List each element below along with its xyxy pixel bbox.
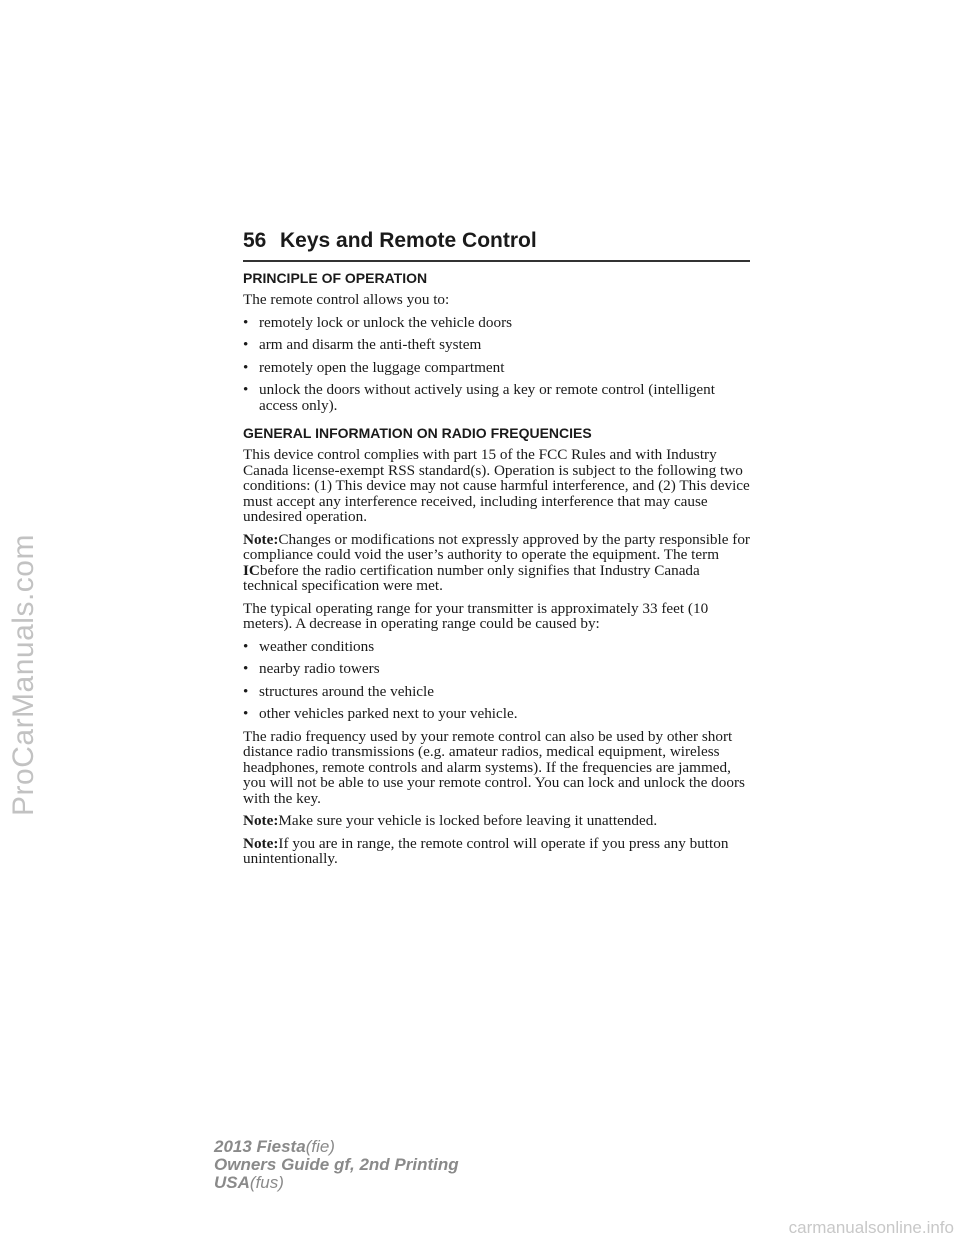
ic-term: IC xyxy=(243,561,260,579)
note-text: If you are in range, the remote control will operate if you press any button unintentionally. xyxy=(243,834,729,867)
footer-guide: Owners Guide gf, 2nd Printing xyxy=(214,1155,459,1174)
footer-market: USA xyxy=(214,1173,250,1192)
section-heading-radio: GENERAL INFORMATION ON RADIO FREQUENCIES xyxy=(243,425,592,441)
page-number: 56 xyxy=(243,229,267,252)
section-heading-principle: PRINCIPLE OF OPERATION xyxy=(243,270,428,286)
note-text: Make sure your vehicle is locked before leaving it unattended. xyxy=(278,812,658,829)
site-watermark: carmanualsonline.info xyxy=(788,1218,954,1237)
list-item: • remotely open the luggage compartment xyxy=(243,360,753,376)
list-item: • weather conditions xyxy=(243,639,753,655)
watermark-text: ProCarManuals.com xyxy=(7,534,40,816)
frequency-paragraph: The radio frequency used by your remote control can also be used by other short distance radio transmissions (e.g. amateur radios, medical equipment, wireless headphones, remote controls and alarm systems). If the frequencies are jammed, you will not be able to use your remote control. You can lock and unlock the doors with the key. xyxy=(243,727,745,807)
note-locked xyxy=(243,813,753,829)
note-text: Changes or modifications not expressly approved by the party responsible for compliance could void the user’s authority to operate the equipment. The term xyxy=(243,530,750,563)
page-footer xyxy=(214,1138,459,1192)
range-bullet-list xyxy=(243,639,753,722)
page-title: Keys and Remote Control xyxy=(280,229,537,252)
list-item: • nearby radio towers xyxy=(243,661,753,677)
page-header xyxy=(243,229,750,262)
note-label: Note: xyxy=(243,812,279,829)
footer-model-code: (fie) xyxy=(305,1137,335,1156)
list-item: • structures around the vehicle xyxy=(243,684,753,700)
footer-model: 2013 Fiesta xyxy=(214,1137,306,1156)
note-modifications xyxy=(243,532,753,594)
footer-market-code: (fus) xyxy=(249,1173,284,1192)
list-item: • remotely lock or unlock the vehicle doors xyxy=(243,315,753,331)
list-item: • other vehicles parked next to your vehicle. xyxy=(243,706,753,722)
note-label: Note: xyxy=(243,834,279,852)
note-label: Note: xyxy=(243,530,279,548)
range-paragraph: The typical operating range for your transmitter is approximately 33 feet (10 meters). A decrease in operating range could be caused by: xyxy=(243,599,709,632)
fcc-paragraph: This device control complies with part 15 of the FCC Rules and with Industry Canada license-exempt RSS standard(s). Operation is subject to the following two conditions: (1) This device may not cause harmful interference, and (2) This device must accept any interference received, including interference that may cause undesired operation. xyxy=(243,446,750,525)
list-item: • unlock the doors without actively using a key or remote control (intelligent access only). xyxy=(243,382,753,413)
page-content xyxy=(243,268,753,874)
side-watermark xyxy=(2,510,46,840)
principle-intro: The remote control allows you to: xyxy=(243,291,450,308)
note-text: before the radio certification number only signifies that Industry Canada technical specification were met. xyxy=(243,561,700,594)
note-range xyxy=(243,836,753,867)
principle-bullet-list xyxy=(243,315,753,414)
list-item: • arm and disarm the anti-theft system xyxy=(243,337,753,353)
